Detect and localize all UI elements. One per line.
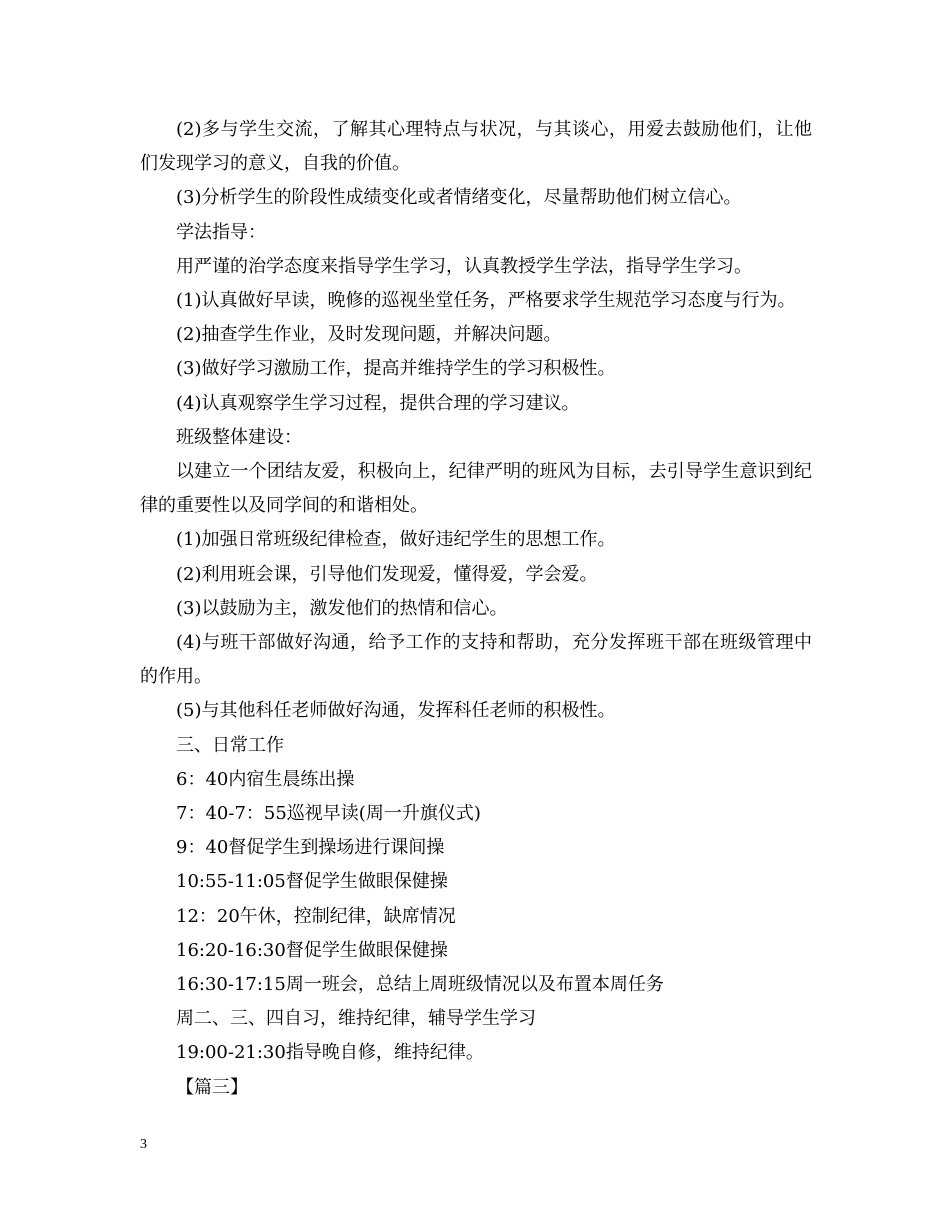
section-heading: 三、日常工作 bbox=[176, 734, 284, 756]
list-item: (5)与其他科任老师做好沟通，发挥科任老师的积极性。 bbox=[176, 700, 616, 722]
schedule-item: 周二、三、四自习，维持纪律，辅导学生学习 bbox=[176, 1008, 536, 1030]
paragraph: 用严谨的治学态度来指导学生学习，认真教授学生学法，指导学生学习。 bbox=[176, 255, 752, 277]
schedule-item: 9：40督促学生到操场进行课间操 bbox=[176, 837, 445, 859]
paragraph: 以建立一个团结友爱，积极向上，纪律严明的班风为目标，去引导学生意识到纪律的重要性以及同学间的和谐相处。 bbox=[140, 461, 812, 517]
list-item: (1)加强日常班级纪律检查，做好违纪学生的思想工作。 bbox=[176, 529, 616, 551]
schedule-item: 7：40-7：55巡视早读(周一升旗仪式) bbox=[176, 803, 481, 825]
list-item: (2)抽查学生作业，及时发现问题，并解决问题。 bbox=[176, 324, 562, 346]
document-body bbox=[140, 113, 812, 1105]
schedule-item: 10:55-11:05督促学生做眼保健操 bbox=[176, 871, 448, 893]
paragraph: (2)多与学生交流，了解其心理特点与状况，与其谈心，用爱去鼓励他们，让他们发现学习的意义，自我的价值。 bbox=[140, 119, 812, 175]
list-item: (4)认真观察学生学习过程，提供合理的学习建议。 bbox=[176, 392, 580, 414]
page-number: 3 bbox=[140, 1137, 147, 1152]
list-item: (3)做好学习激励工作，提高并维持学生的学习积极性。 bbox=[176, 358, 616, 380]
paragraph: (3)分析学生的阶段性成绩变化或者情绪变化，尽量帮助他们树立信心。 bbox=[176, 187, 742, 209]
section-heading: 学法指导： bbox=[176, 221, 266, 243]
list-item: (1)认真做好早读，晚修的巡视坐堂任务，严格要求学生规范学习态度与行为。 bbox=[176, 290, 796, 312]
list-item: (3)以鼓励为主，激发他们的热情和信心。 bbox=[176, 597, 508, 619]
schedule-item: 6：40内宿生晨练出操 bbox=[176, 768, 355, 790]
schedule-item: 16:30-17:15周一班会，总结上周班级情况以及布置本周任务 bbox=[176, 974, 664, 996]
schedule-item: 16:20-16:30督促学生做眼保健操 bbox=[176, 939, 448, 961]
schedule-item: 12：20午休，控制纪律，缺席情况 bbox=[176, 905, 456, 927]
schedule-item: 19:00-21:30指导晚自修，维持纪律。 bbox=[176, 1042, 484, 1064]
section-title: 【篇三】 bbox=[176, 1076, 248, 1098]
list-item: (2)利用班会课，引导他们发现爱，懂得爱，学会爱。 bbox=[176, 563, 598, 585]
section-heading: 班级整体建设： bbox=[176, 426, 302, 448]
list-item: (4)与班干部做好沟通，给予工作的支持和帮助，充分发挥班干部在班级管理中的作用。 bbox=[140, 632, 812, 688]
